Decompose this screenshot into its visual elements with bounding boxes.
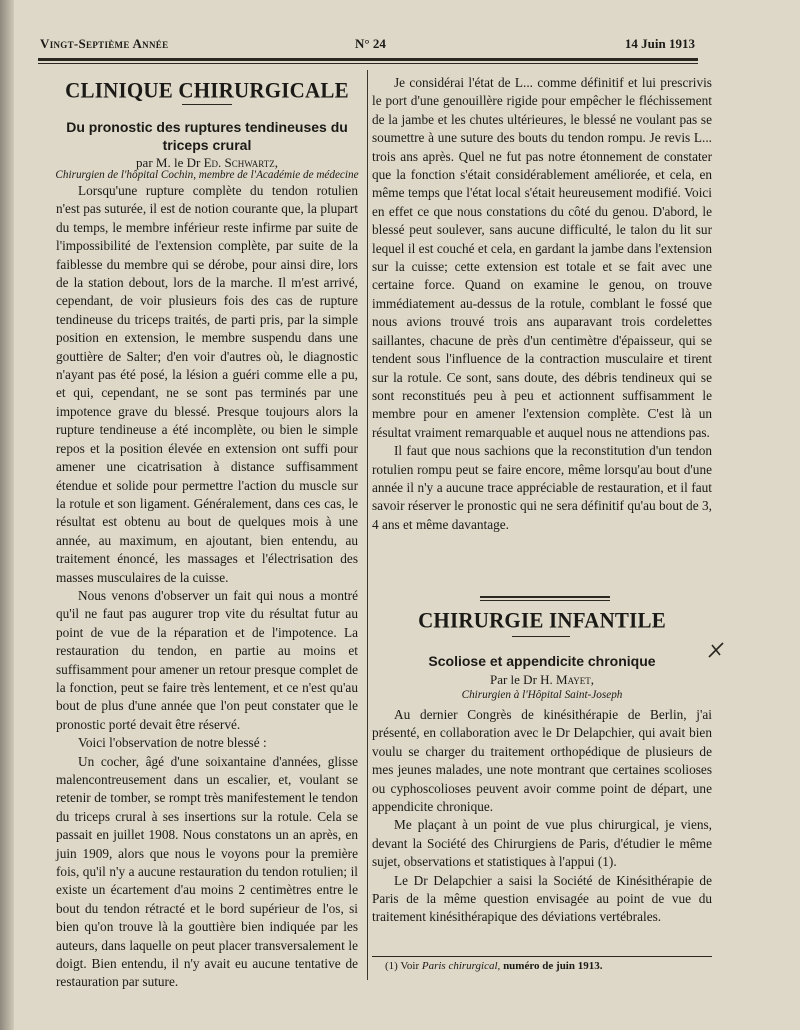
right-column-text-2 xyxy=(372,706,712,927)
paragraph: Le Dr Delapchier a saisi la Société de Kinésithérapie de Paris de la même question envisagée au point de vue du traitement kinésithérapique des déviations vertébrales. xyxy=(372,872,712,925)
paragraph: Il faut que nous sachions que la reconstitution d'un tendon rotulien rompu peut se faire encore, même lorsqu'au bout d'une année il n'y a aucune trace appréciable de restauration, et il faut savoir réserver le pronostic qui ne sera définitif qu'au bout de 3, 4 ans et même davantage. xyxy=(372,443,712,532)
footnote-rule xyxy=(372,956,712,957)
author-affiliation: Chirurgien à l'Hôpital Saint-Joseph xyxy=(461,689,623,701)
paragraph: Un cocher, âgé d'une soixantaine d'années, glisse malencontreusement dans un escalier, et, voulant se retenir de tomber, se rompt très manifestement le tendon du triceps crural à ses insertions sur la rotule. Cela se passait en juillet 1908. Nous constatons un an après, en juin 1909, alors que nous le voyons pour la première fois, qu'il n'y a aucune restauration du tendon rotulien; il existe un écartement d'au moins 2 centimètres entre le bout du tendon rétracté et le bord supérieur de l'os, si bien qu'on trouve là la gouttière bien indiquée par les auteurs, dans laquelle on peut placer transversalement le doigt. Bien entendu, il n'y avait eu aucune tentative de restauration par suture. xyxy=(56,753,358,990)
author-name: H. Mayet, xyxy=(540,672,595,687)
section-title-rule xyxy=(182,104,232,105)
issue-number: N° 24 xyxy=(355,36,386,51)
article-byline-schwartz xyxy=(56,155,358,170)
paragraph: Voici l'observation de notre blessé : xyxy=(78,735,267,751)
footnote-suffix: numéro de juin 1913. xyxy=(503,960,603,972)
section-title-rule xyxy=(512,636,570,637)
paragraph: Au dernier Congrès de kinésithérapie de Berlin, j'ai présenté, en collaboration avec le Dr Delapchier, qui avait bien voulu se charger du traitement orthopédique de plusieurs de mes jeunes malades, une note montrant que certaines scolioses ou cyphoscolioses peuvent avoir comme point de départ, une appendicite chronique. xyxy=(372,707,712,815)
binding-shadow xyxy=(0,0,14,1030)
section-title-chirurgie-infantile: CHIRURGIE INFANTILE xyxy=(418,607,666,633)
footnote-journal: Paris chirurgical, xyxy=(421,960,501,972)
volume-label: Vingt-Septième Année xyxy=(40,36,169,51)
right-column-text xyxy=(372,74,712,534)
author-affiliation: Chirurgien de l'hôpital Cochin, membre de l'Académie de médecine xyxy=(55,169,359,181)
article-title-scoliose: Scoliose et appendicite chronique xyxy=(428,653,656,669)
header-rule-thin xyxy=(38,63,698,64)
page-header xyxy=(40,36,695,56)
footnote-prefix: (1) Voir xyxy=(385,960,420,972)
paragraph: Nous venons d'observer un fait qui nous a montré qu'il ne faut pas augurer trop vite du résultat futur au point de vue de la réparation et de l'impotence. La restauration du tendon, en partie au moins et suffisamment pour amener un retour presque complet de la fonction, peut se faire très lentement, et ce n'est qu'au bout de plus d'une année que l'on peut constater que le pronostic porté devait être réservé. xyxy=(56,587,358,732)
byline-prefix: par M. le Dr xyxy=(136,155,201,170)
left-column-text xyxy=(56,182,358,992)
byline-prefix: Par le Dr xyxy=(489,672,537,687)
paragraph: Me plaçant à un point de vue plus chirurgical, je viens, devant la Société des Chirurgiens de Paris, d'étudier le même sujet, observations et statistiques à l'appui (1). xyxy=(372,817,712,870)
article-title-triceps: Du pronostic des ruptures tendineuses du triceps crural xyxy=(66,119,348,153)
pencil-mark-icon xyxy=(706,640,726,660)
section-separator xyxy=(480,596,610,601)
header-rule-thick xyxy=(38,58,698,61)
section-title-clinique: CLINIQUE CHIRURGICALE xyxy=(65,77,349,103)
column-divider xyxy=(367,70,368,980)
issue-date: 14 Juin 1913 xyxy=(624,36,695,51)
paragraph: Lorsqu'une rupture complète du tendon rotulien n'est pas suturée, il est de notion courante que, la plupart du temps, le membre inférieur reste infirme par suite de l'impossibilité de l'extension complète, par suite de la faiblesse du membre qui se dérobe, pour ainsi dire, lors de la station debout, lors de la marche. Il m'est arrivé, cependant, de voir plusieurs fois des cas de rupture tendineuse du triceps traités, de parti pris, par la simple position en extension, le membre suspendu dans une gouttière de Salter; d'en voir d'autres où, le diagnostic n'ayant pas été posé, la lésion a guéri comme elle a pu, et qui, cependant, ne se sont pas terminés par une impotence grave du blessé. Presque toujours alors la rupture tendineuse a été incomplète, ou bien le simple repos et la position élevée en extension ont suffi pour amener une cicatrisation à distance suffisamment étendue et solide pour permettre l'action du muscle sur la rotule et son ligament. Généralement, dans ces cas, le résultat est obtenu au bout de quelques mois à une année, au maximum, en ajoutant, bien entendu, au traitement énoncé, les massages et l'électrisation des masses musculaires de la cuisse. xyxy=(56,183,358,585)
author-name: Ed. Schwartz, xyxy=(203,155,278,170)
footnote xyxy=(385,960,715,973)
paragraph: Je considérai l'état de L... comme définitif et lui prescrivis le port d'une genouillère rigide pour empêcher le fléchissement de la jambe et les chutes ultérieures, le blessé ne voulant pas se soumettre à une suture des bouts du tendon rompu. Je revis L... trois ans après. Quel ne fut pas notre étonnement de constater que la fonction s'était considérablement améliorée, et cela, en même temps que l'état local s'était heureusement modifié. Voici en effet ce que nous constations du côté du genou. D'abord, le blessé peut soulever, sans aucune difficulté, le talon du lit sur lequel il est couché et cela, en gardant la jambe dans l'extension sur la cuisse; cette extension est totale et se fait avec une certaine force. Quand on examine le genou, on trouve immédiatement au-dessus de la rotule, comblant le fossé que nous avions trouvé trois ans auparavant trois cordelettes saillantes, chacune de près d'un centimètre d'épaisseur, qui se tendent sous l'influence de la contraction musculaire et tirent sur la rotule. Ce sont, sans doute, des débris tendineux qui se sont reconstitués peu à peu et actionnent suffisamment le membre pour en amener l'extension complète. C'est là un résultat vraiment remarquable et auquel nous ne attendions pas. xyxy=(372,75,712,440)
article-byline-mayet xyxy=(372,672,712,687)
